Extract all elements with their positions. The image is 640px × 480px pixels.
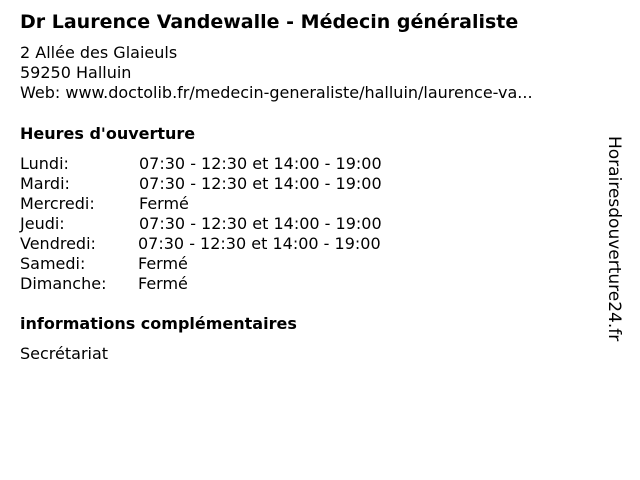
day-hours: 07:30 - 12:30 et 14:00 - 19:00 (139, 214, 382, 233)
day-hours: 07:30 - 12:30 et 14:00 - 19:00 (139, 174, 382, 193)
info-heading: informations complémentaires (20, 314, 297, 333)
address-street: 2 Allée des Glaieuls (20, 43, 178, 62)
day-hours: Fermé (138, 254, 188, 273)
address-city: 59250 Halluin (20, 63, 132, 82)
page-title: Dr Laurence Vandewalle - Médecin généraliste (20, 11, 519, 33)
day-hours: 07:30 - 12:30 et 14:00 - 19:00 (139, 154, 382, 173)
day-label: Dimanche: (20, 274, 107, 293)
day-hours: 07:30 - 12:30 et 14:00 - 19:00 (138, 234, 381, 253)
day-label: Samedi: (20, 254, 86, 273)
info-text: Secrétariat (20, 344, 109, 363)
address-web: Web: www.doctolib.fr/medecin-generaliste/halluin/laurence-va... (20, 83, 533, 102)
day-label: Lundi: (20, 154, 69, 173)
address-block (20, 43, 533, 103)
day-label: Mardi: (20, 174, 70, 193)
day-label: Jeudi: (20, 214, 65, 233)
hours-heading: Heures d'ouverture (20, 124, 196, 143)
site-watermark: Horairesdouverture24.fr (604, 136, 624, 342)
day-label: Mercredi: (20, 194, 95, 213)
day-label: Vendredi: (20, 234, 96, 253)
day-hours: Fermé (138, 274, 188, 293)
day-hours: Fermé (139, 194, 189, 213)
